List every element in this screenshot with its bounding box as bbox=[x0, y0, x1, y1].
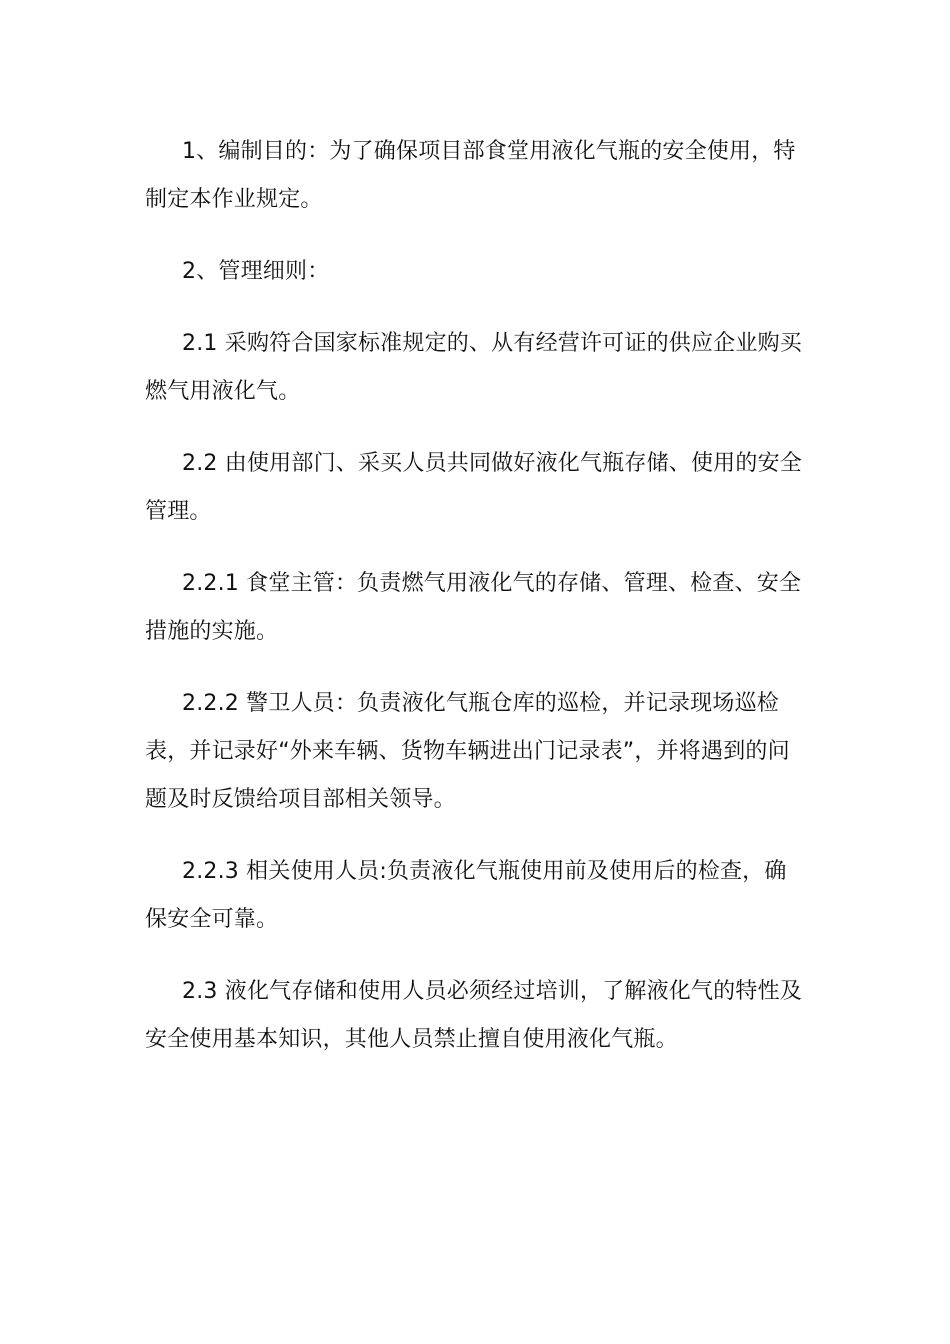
paragraph-2-2-2: 2.2.2 警卫人员：负责液化气瓶仓库的巡检，并记录现场巡检表，并记录好“外来车辆、货物车辆进出门记录表”，并将遇到的问题及时反馈给项目部相关领导。 bbox=[145, 691, 790, 812]
paragraph-2-2-3: 2.2.3 相关使用人员:负责液化气瓶使用前及使用后的检查，确保安全可靠。 bbox=[145, 859, 787, 932]
paragraph-purpose: 1、编制目的：为了确保项目部食堂用液化气瓶的安全使用，特制定本作业规定。 bbox=[145, 139, 796, 212]
paragraph-gap bbox=[145, 824, 807, 848]
paragraph-2-2: 2.2 由使用部门、采买人员共同做好液化气瓶存储、使用的安全管理。 bbox=[145, 451, 802, 524]
paragraph-gap bbox=[145, 296, 807, 320]
paragraph-2-2-1: 2.2.1 食堂主管：负责燃气用液化气的存储、管理、检查、安全措施的实施。 bbox=[145, 571, 802, 644]
paragraph-gap bbox=[145, 944, 807, 968]
paragraph-management-rules: 2、管理细则： bbox=[182, 259, 330, 284]
paragraph-2-1: 2.1 采购符合国家标准规定的、从有经营许可证的供应企业购买燃气用液化气。 bbox=[145, 331, 802, 404]
paragraph-gap bbox=[145, 224, 807, 248]
paragraph-gap bbox=[145, 536, 807, 560]
paragraph-2-3: 2.3 液化气存储和使用人员必须经过培训，了解液化气的特性及安全使用基本知识，其他人员禁止擅自使用液化气瓶。 bbox=[145, 979, 802, 1052]
paragraph-gap bbox=[145, 656, 807, 680]
document-body bbox=[145, 128, 807, 1064]
paragraph-gap bbox=[145, 416, 807, 440]
